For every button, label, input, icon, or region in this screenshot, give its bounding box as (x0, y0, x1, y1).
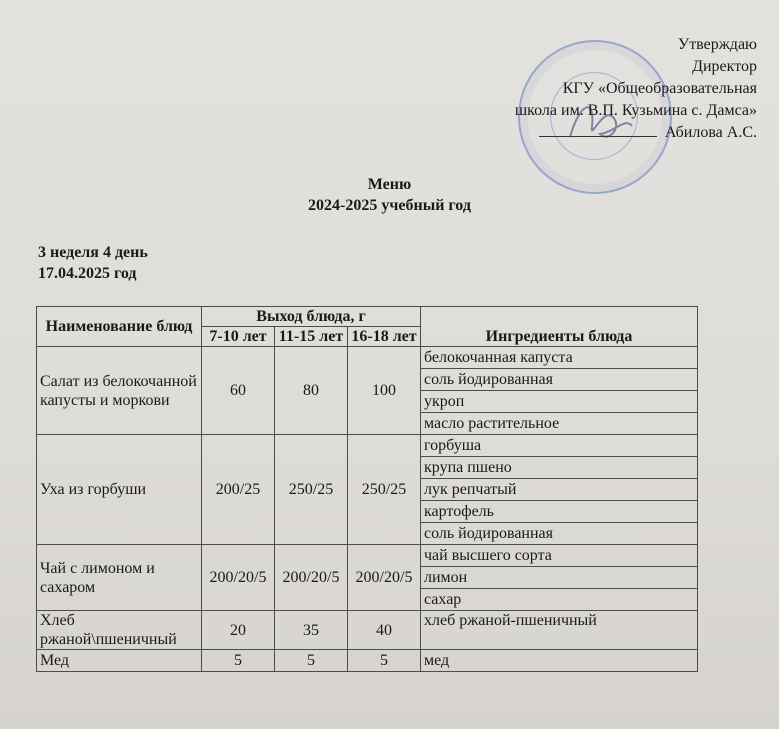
dish-output-7-10: 5 (202, 650, 275, 672)
page-title (0, 174, 779, 216)
approval-block (515, 34, 757, 144)
ingredient: чай высшего сорта (421, 545, 698, 567)
ingredient: соль йодированная (421, 523, 698, 545)
ingredient: укроп (421, 391, 698, 413)
table-row (37, 611, 698, 650)
ingredient: масло растительное (421, 413, 698, 435)
approval-line-2: Директор (692, 58, 757, 75)
dish-output-7-10: 60 (202, 347, 275, 435)
dish-output-11-15: 80 (275, 347, 348, 435)
ingredient: соль йодированная (421, 369, 698, 391)
signature-line (539, 136, 657, 137)
dish-output-11-15: 200/20/5 (275, 545, 348, 611)
ingredient: хлеб ржаной-пшеничный (421, 611, 698, 650)
header-output: Выход блюда, г (202, 307, 421, 327)
ingredient: лук репчатый (421, 479, 698, 501)
menu-info (38, 242, 148, 284)
header-age-16-18: 16-18 лет (348, 327, 421, 347)
week-day: 3 неделя 4 день (38, 244, 148, 261)
dish-name: Чай с лимоном и сахаром (37, 545, 202, 611)
dish-output-7-10: 200/25 (202, 435, 275, 545)
title-line-2: 2024-2025 учебный год (308, 197, 471, 214)
ingredient: картофель (421, 501, 698, 523)
table-row (37, 435, 698, 457)
dish-output-11-15: 250/25 (275, 435, 348, 545)
menu-table (36, 306, 698, 672)
approval-line-4: школа им. В.П. Кузьмина с. Дамса» (514, 102, 757, 119)
dish-output-11-15: 35 (275, 611, 348, 650)
dish-output-16-18: 100 (348, 347, 421, 435)
ingredient: сахар (421, 589, 698, 611)
ingredient: мед (421, 650, 698, 672)
approval-signatory: Абилова А.С. (515, 122, 757, 144)
table-row (37, 347, 698, 369)
title-line-1: Меню (367, 176, 412, 193)
dish-name: Уха из горбуши (37, 435, 202, 545)
dish-output-16-18: 5 (348, 650, 421, 672)
header-ingredients: Ингредиенты блюда (421, 307, 698, 347)
dish-output-7-10: 200/20/5 (202, 545, 275, 611)
dish-output-7-10: 20 (202, 611, 275, 650)
table-row (37, 545, 698, 567)
dish-output-16-18: 200/20/5 (348, 545, 421, 611)
dish-name: Мед (37, 650, 202, 672)
approval-line-1: Утверждаю (677, 36, 757, 53)
menu-date: 17.04.2025 год (38, 265, 137, 282)
dish-output-16-18: 40 (348, 611, 421, 650)
header-age-11-15: 11-15 лет (275, 327, 348, 347)
dish-name: Салат из белокочанной капусты и моркови (37, 347, 202, 435)
ingredient: белокочанная капуста (421, 347, 698, 369)
ingredient: горбуша (421, 435, 698, 457)
dish-output-11-15: 5 (275, 650, 348, 672)
approval-line-3: КГУ «Общеобразовательная (562, 80, 757, 97)
header-dish-name: Наименование блюд (37, 307, 202, 347)
ingredient: крупа пшено (421, 457, 698, 479)
ingredient: лимон (421, 567, 698, 589)
dish-output-16-18: 250/25 (348, 435, 421, 545)
dish-name: Хлеб ржаной\пшеничный (37, 611, 202, 650)
table-row (37, 650, 698, 672)
header-age-7-10: 7-10 лет (202, 327, 275, 347)
